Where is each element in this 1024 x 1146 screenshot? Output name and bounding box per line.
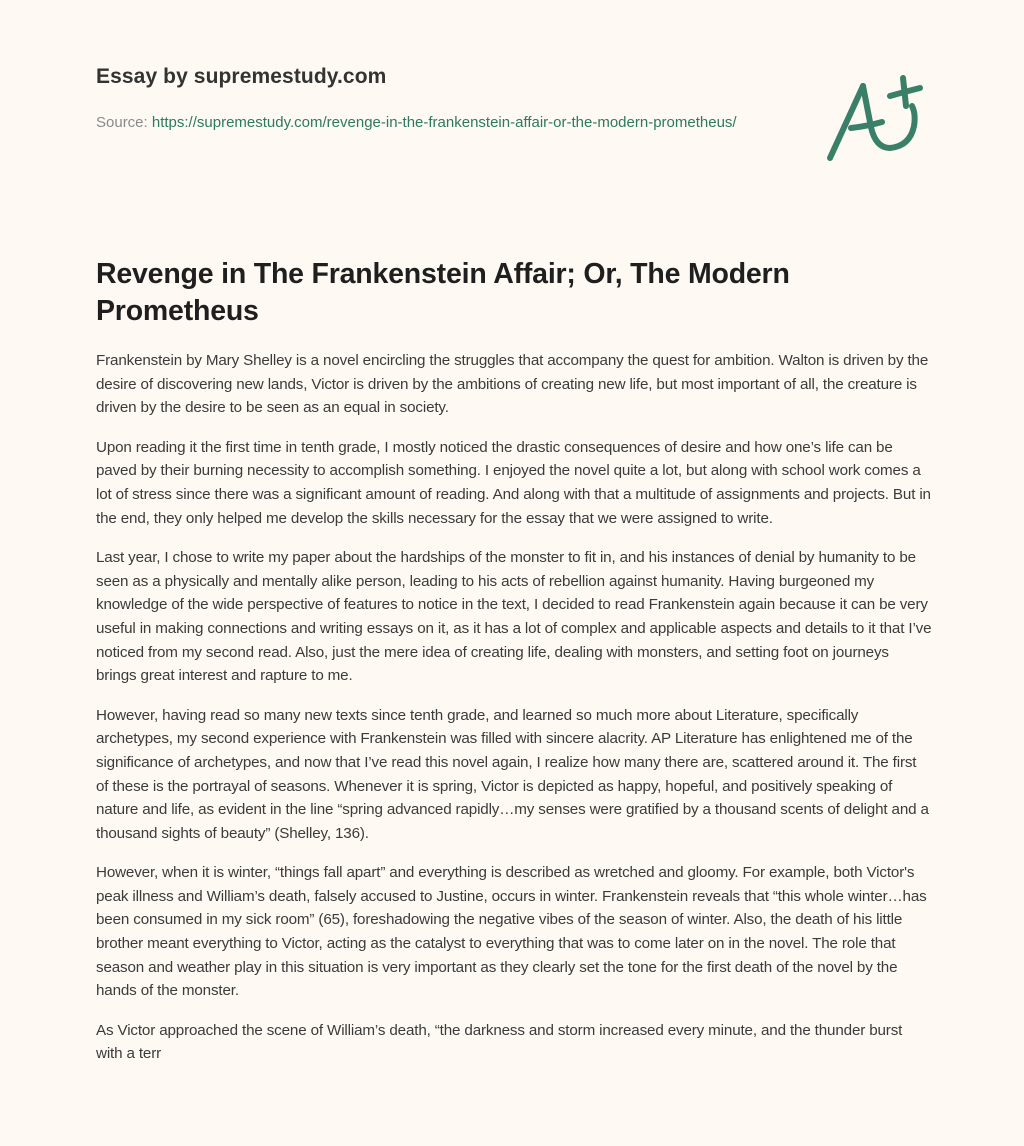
essay-title: Revenge in The Frankenstein Affair; Or, The Modern Prometheus: [96, 258, 790, 327]
essay-paragraph: However, when it is winter, “things fall apart” and everything is described as wretched and gloomy. For example, both Victor's peak illness and William’s death, falsely accused to Justine, occurs in winter. Frankenstein reveals that “this whole winter…has been consumed in my sick room” (65), foreshadowing the negative vibes of the season of winter. Also, the death of his little brother meant everything to Victor, acting as the catalyst to everything that was to come later on in the novel. The role that season and weather play in this situation is very important as they clearly set the tone for the first death of the novel by the hands of the monster.: [96, 864, 927, 1000]
site-title: Essay by supremestudy.com: [96, 65, 387, 88]
source-link[interactable]: https://supremestudy.com/revenge-in-the-frankenstein-affair-or-the-modern-prometheus/: [151, 114, 737, 131]
a-plus-grade-icon: [818, 66, 938, 166]
essay-header: [96, 60, 756, 135]
essay-paragraph: Frankenstein by Mary Shelley is a novel encircling the struggles that accompany the quest for ambition. Walton is driven by the desire of discovering new lands, Victor is driven by the ambitions of creating new life, but most important of all, the creature is driven by the desire to be seen as an equal in society.: [96, 352, 929, 417]
essay-paragraph: However, having read so many new texts since tenth grade, and learned so much more about Literature, specifically archetypes, my second experience with Frankenstein was filled with sincere alacrity. AP Literature has enlightened me of the significance of archetypes, and now that I’ve read this novel again, I realize how many there are, scattered around it. The first of these is the portrayal of seasons. Whenever it is spring, Victor is depicted as happy, hopeful, and positively speaking of nature and life, as evident in the line “spring advanced rapidly…my senses were gratified by a thousand scents of delight and a thousand sights of beauty” (Shelley, 136).: [96, 706, 929, 842]
source-line: [96, 110, 756, 135]
essay-paragraph: Last year, I chose to write my paper about the hardships of the monster to fit in, and his instances of denial by humanity to be seen as a physically and mentally alike person, leading to his acts of rebellion against humanity. Having burgeoned my knowledge of the wide perspective of features to notice in the text, I decided to read Frankenstein again because it can be very useful in making connections and writing essays on it, as it has a lot of complex and applicable aspects and details to it that I’ve noticed from my second read. Also, just the mere idea of creating life, dealing with monsters, and setting foot on journeys brings great interest and rapture to me.: [96, 549, 932, 685]
essay-article: [96, 256, 932, 1082]
source-label: Source:: [96, 114, 152, 131]
essay-paragraph-truncated: As Victor approached the scene of William’s death, “the darkness and storm increased every minute, and the thunder burst with a terr: [96, 1021, 903, 1063]
essay-paragraph: Upon reading it the first time in tenth grade, I mostly noticed the drastic consequences of desire and how one’s life can be paved by their burning necessity to accomplish something. I enjoyed the novel quite a lot, but along with school work comes a lot of stress since there was a significant amount of reading. And along with that a multitude of assignments and projects. But in the end, they only helped me develop the skills necessary for the essay that we were assigned to write.: [96, 438, 931, 527]
